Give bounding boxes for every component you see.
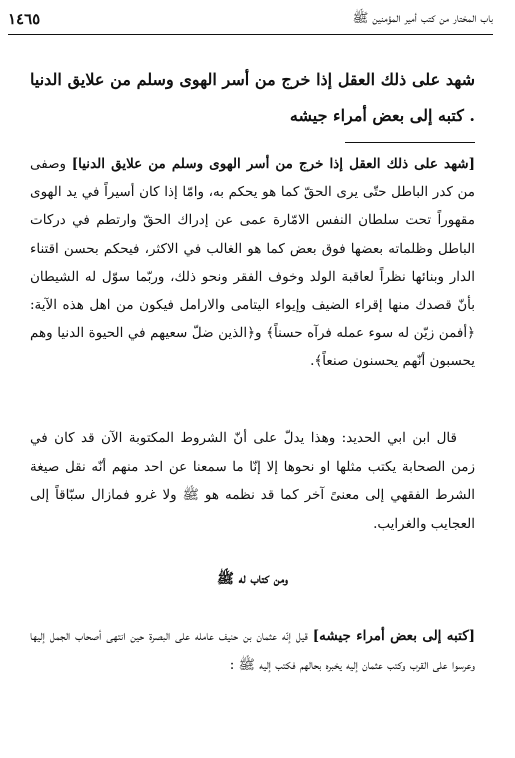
paragraph-text: قيل إنّه عثمان بن حنيف عامله على البصرة حين انتهى أصحاب الجمل إليها وعرسوا على القرب وكتب عثمان إليه يخبره بحالهم فكتب إليه ﷺ :: [30, 628, 475, 673]
letter-intro-paragraph: [30, 622, 475, 680]
quoted-lead-text: [كتبه إلى بعض أمراء جيشه]: [312, 628, 476, 644]
commentary-paragraph-1: [30, 150, 475, 376]
commentary-paragraph-2: [30, 424, 475, 538]
page-header: [8, 6, 493, 32]
quoted-lead-text: [شهد على ذلك العقل إذا خرج من أسر الهوى وسلم من علايق الدنيا]: [71, 156, 475, 172]
section-title: شهد على ذلك العقل إذا خرج من أسر الهوى وسلم من علايق الدنيا . كتبه إلى بعض أمراء جيشه: [30, 70, 475, 125]
chapter-title: باب المختار من كتب أمير المؤمنين ﷺ: [352, 10, 493, 26]
paragraph-text: وصفى من كدر الباطل حتّى يرى الحقّ كما هو يحكم به، وامّا إذا كان أسيراً في يد الهوى مقهوراً تحت سلطان النفس الامّارة عمى عن إدراك الحقّ وارتطم في دركات الباطل وظلماته بعضها فوق بعض كما هو الغالب في الاكثر، فيحكم بحسن اقتناء الدار وبنائها نظراً لعاقبة الولد وخوف الفقر ونحو ذلك، وربّما سوّل له الشيطان بأنّ قصدك منها إقراء الضيف وإيواء اليتامى والارامل فيكون من اهل هذه الآية: ﴿أفمن زيّن له سوء عمله فرآه حسناً﴾ و﴿الذين ضلّ سعيهم في الحيوة الدنيا وهم يحسبون أنّهم يحسنون صنعاً﴾.: [30, 156, 475, 370]
paragraph-text: قال ابن ابي الحديد: وهذا يدلّ على أنّ الشروط المكتوبة الآن قد كان في زمن الصحابة يكتب مثلها او نحوها إلا إنّا ما سمعنا عن احد منهم أنّه نقل صيغة الشرط الفقهي إلى معنىً آخر كما قد نظمه هو ﷺ ولا غرو فمازال سبّاقاً إلى العجايب والغرايب.: [30, 430, 475, 532]
header-rule: [8, 34, 493, 35]
section-divider: [345, 142, 475, 143]
page-number: ١٤٦٥: [8, 10, 41, 28]
letter-heading: ومن كتاب له ﷺ: [217, 571, 288, 587]
